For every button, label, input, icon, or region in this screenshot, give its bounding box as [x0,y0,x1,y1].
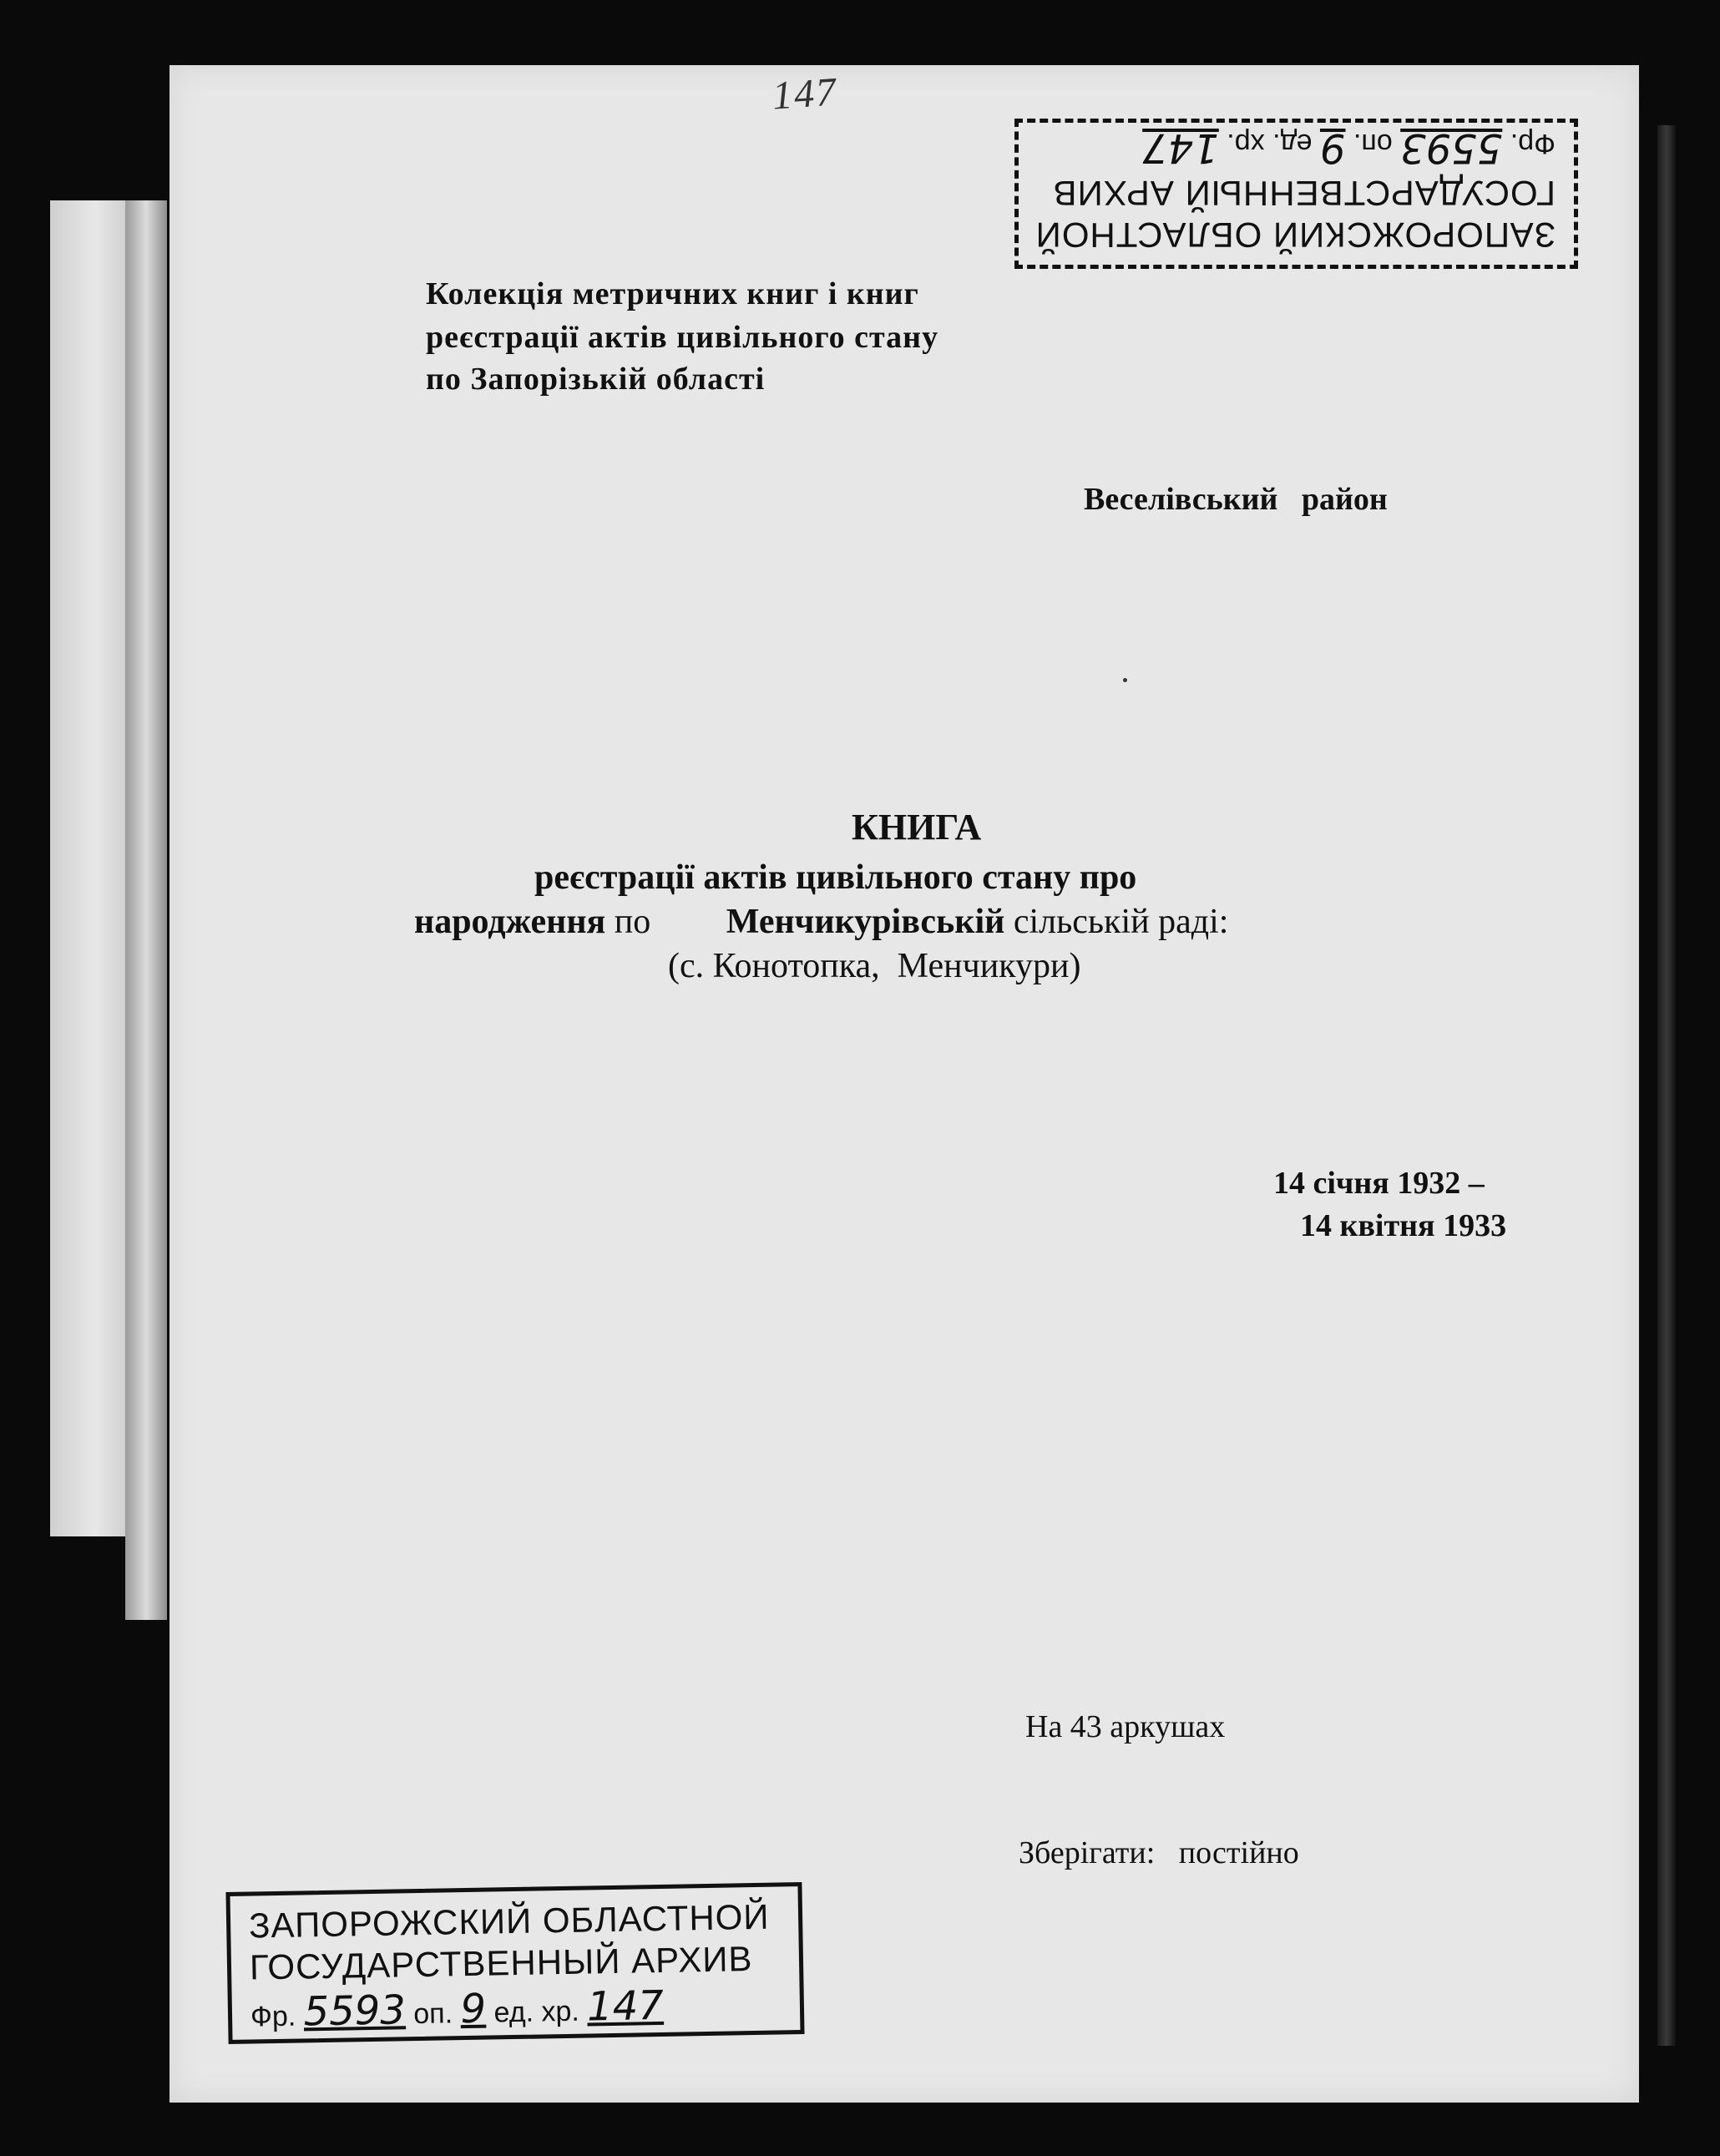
title-birth: народження [414,903,606,941]
stamp-bottom-fr-value: 5593 [303,1986,407,2036]
handwritten-archive-number: 147 [771,69,839,119]
archive-stamp-bottom [225,1882,804,2044]
book-title-line1: реєстрації актів цивільного стану про [534,858,1137,897]
stamp-top-line3 [1142,124,1556,171]
retention-period: Зберігати: постійно [1019,1835,1299,1870]
book-heading: КНИГА [852,807,982,848]
collection-line-1: Колекція метричних книг і книг [426,276,919,311]
document-page [169,65,1639,2103]
speck [1123,678,1127,682]
stamp-bottom-line3 [250,1982,665,2037]
stamp-top-op-value: 9 [1319,124,1346,171]
title-by: по [605,903,660,941]
sheet-count: На 43 аркушах [1025,1709,1226,1744]
date-to: 14 квітня 1933 [1300,1208,1507,1243]
collection-line-3: по Запорізькій області [426,362,766,397]
book-title-villages: (с. Конотопка, Менчикури) [668,947,1081,985]
binding-strip [125,200,167,1620]
stamp-bottom-line2: ГОСУДАРСТВЕННЫЙ АРХИВ [249,1939,753,1987]
date-from: 14 січня 1932 – [1273,1166,1485,1201]
stamp-bottom-line1: ЗАПОРОЖСКИЙ ОБЛАСТНОЙ [248,1896,770,1946]
stamp-top-line2: ГОСУДАРСТВЕННЫЙ АРХИВ [1052,174,1556,213]
title-village-council: сільській раді: [1004,903,1229,941]
stamp-top-op-label: оп. [1353,128,1393,159]
page-edge [1657,125,1676,2046]
collection-line-2: реєстрації актів цивільного стану [426,320,939,355]
stamp-bottom-op-label: оп. [412,1997,453,2031]
title-council: Менчикурівській [726,903,1005,941]
stamp-top-fr-label: Фр. [1510,128,1556,159]
stamp-bottom-op-value: 9 [459,1985,487,2033]
stamp-bottom-ed-label: ед. хр. [493,1995,580,2029]
stamp-bottom-fr-label: Фр. [250,2000,296,2033]
archive-stamp-top [1014,119,1578,269]
stamp-top-ed-label: ед. хр. [1227,128,1313,159]
stamp-top-ed-value: 147 [1142,124,1219,171]
stamp-top-fr-value: 5593 [1400,124,1503,171]
book-title-line2 [414,902,1228,942]
district-name: Веселівський район [1084,482,1388,517]
stamp-top-line1: ЗАПОРОЖСКИЙ ОБЛАСТНОЙ [1035,215,1556,255]
stamp-bottom-ed-value: 147 [586,1981,665,2031]
